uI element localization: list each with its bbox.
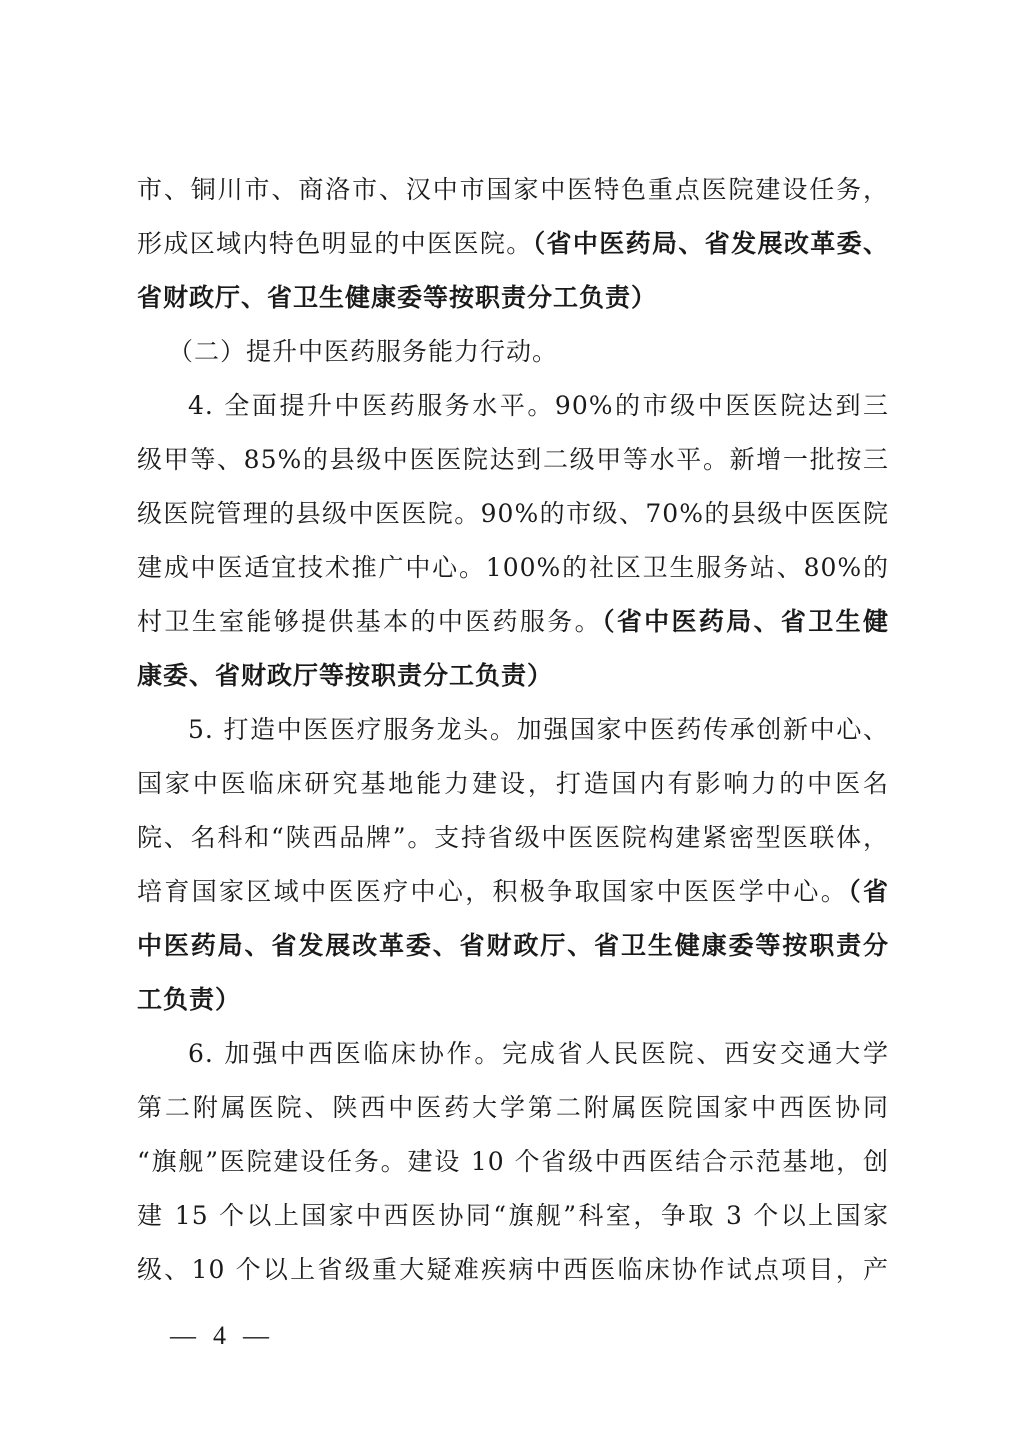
text-line-10	[137, 658, 889, 694]
responsibility-note: 康委、省财政厅等按职责分工负责）	[137, 661, 554, 690]
responsibility-note: 工负责）	[137, 985, 242, 1014]
page-number: 4	[213, 1321, 226, 1350]
responsibility-note: （省中医药局、省发展改革委、	[532, 229, 889, 258]
text-line-6	[137, 442, 889, 478]
text-line-14	[137, 874, 889, 910]
text-line-18	[137, 1090, 889, 1126]
text-run: 级、10 个以上省级重大疑难疾病中西医临床协作试点项目，产	[137, 1255, 889, 1284]
text-run: 建成中医适宜技术推广中心。100%的社区卫生服务站、80%的	[137, 553, 889, 582]
text-line-12	[137, 766, 889, 802]
text-run: “旗舰”医院建设任务。建设 10 个省级中西医结合示范基地，创	[137, 1147, 889, 1176]
responsibility-note: （省	[848, 877, 889, 906]
text-run: 院、名科和“陕西品牌”。支持省级中医医院构建紧密型医联体，	[137, 823, 889, 852]
text-run: 6. 加强中西医临床协作。完成省人民医院、西安交通大学	[188, 1039, 889, 1068]
text-line-13	[137, 820, 889, 856]
text-line-9	[137, 604, 889, 640]
text-line-8	[137, 550, 889, 586]
responsibility-note: 省财政厅、省卫生健康委等按职责分工负责）	[137, 283, 658, 312]
responsibility-note: （省中医药局、省卫生健	[601, 607, 889, 636]
text-line-5	[188, 388, 889, 424]
text-line-16	[137, 982, 889, 1018]
text-run: 级医院管理的县级中医医院。90%的市级、70%的县级中医医院	[137, 499, 889, 528]
text-run: 形成区域内特色明显的中医医院。	[137, 229, 533, 258]
text-line-21	[137, 1252, 889, 1288]
text-line-3	[137, 280, 889, 316]
page-footer	[168, 1318, 271, 1354]
text-run: 国家中医临床研究基地能力建设，打造国内有影响力的中医名	[137, 769, 889, 798]
footer-dash-right: —	[243, 1321, 269, 1350]
text-line-2	[137, 226, 889, 262]
text-run: 第二附属医院、陕西中医药大学第二附属医院国家中西医协同	[137, 1093, 889, 1122]
text-line-20	[137, 1198, 889, 1234]
text-line-1	[137, 172, 889, 208]
text-run: 5. 打造中医医疗服务龙头。加强国家中医药传承创新中心、	[188, 715, 889, 744]
text-run: 村卫生室能够提供基本的中医药服务。	[137, 607, 602, 636]
text-line-7	[137, 496, 889, 532]
responsibility-note: 中医药局、省发展改革委、省财政厅、省卫生健康委等按职责分	[137, 931, 889, 960]
text-line-15	[137, 928, 889, 964]
text-run: 培育国家区域中医医疗中心，积极争取国家中医医学中心。	[137, 877, 849, 906]
section-heading	[168, 334, 869, 370]
text-line-19	[137, 1144, 889, 1180]
text-run: 市、铜川市、商洛市、汉中市国家中医特色重点医院建设任务，	[137, 175, 889, 204]
footer-dash-left: —	[170, 1321, 196, 1350]
text-run: 级甲等、85%的县级中医医院达到二级甲等水平。新增一批按三	[137, 445, 889, 474]
text-line-17	[188, 1036, 889, 1072]
text-line-11	[188, 712, 889, 748]
text-run: 4. 全面提升中医药服务水平。90%的市级中医医院达到三	[188, 391, 889, 420]
text-run: （二）提升中医药服务能力行动。	[168, 337, 559, 366]
text-run: 建 15 个以上国家中西医协同“旗舰”科室，争取 3 个以上国家	[137, 1201, 889, 1230]
